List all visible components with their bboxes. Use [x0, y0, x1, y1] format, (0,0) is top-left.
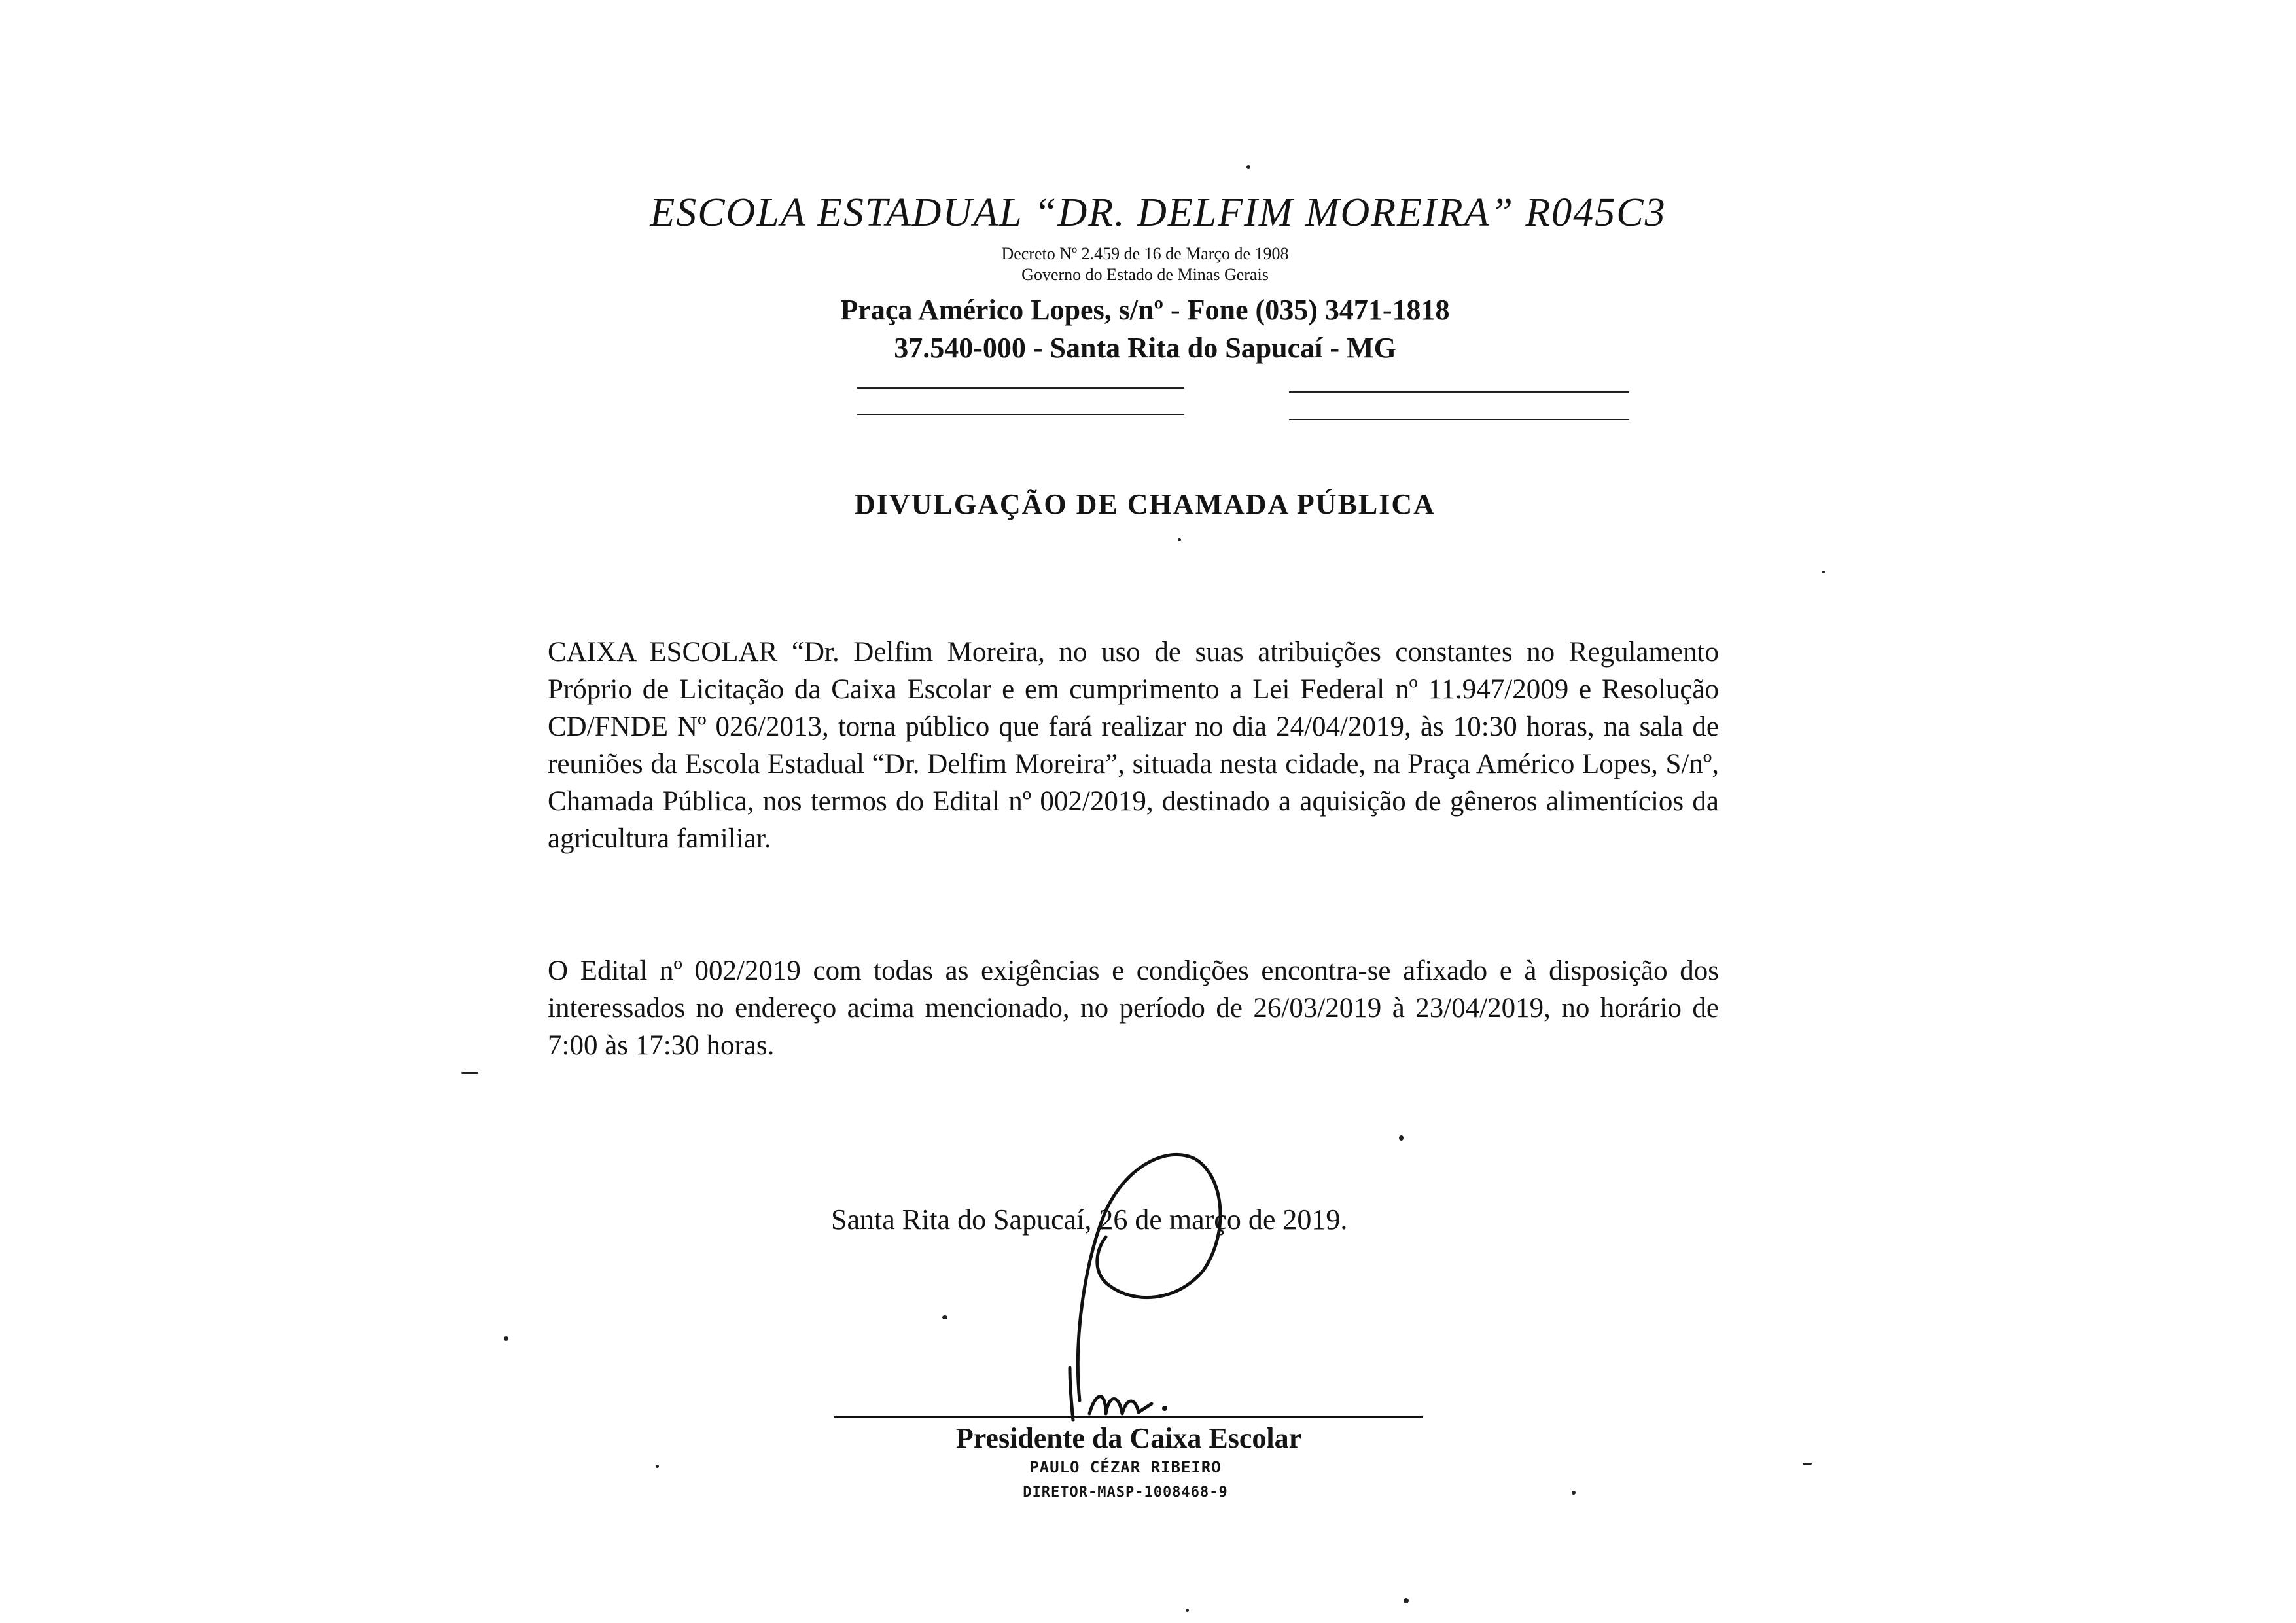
stamp-name: PAULO CÉZAR RIBEIRO: [1029, 1458, 1222, 1476]
date-place-line: Santa Rita do Sapucaí, 26 de março de 2019.: [831, 1204, 1348, 1236]
school-name-heading: ESCOLA ESTADUAL “DR. DELFIM MOREIRA” R045C3: [650, 190, 1667, 235]
scan-speck: [1399, 1135, 1404, 1141]
announcement-paragraph: CAIXA ESCOLAR “Dr. Delfim Moreira, no uso de suas atribuições constantes no Regulamento Próprio de Licitação da Caixa Escolar e em cumprimento a Lei Federal nº 11.947/2009 e Resolução CD/FNDE Nº 026/2013, torna público que fará realizar no dia 24/04/2019, às 10:30 horas, na sala de reuniões da Escola Estadual “Dr. Delfim Moreira”, situada nesta cidade, na Praça Américo Lopes, S/nº, Chamada Pública, nos termos do Edital nº 002/2019, destinado a aquisição de gêneros alimentícios da agricultura familiar.: [548, 637, 1719, 854]
decree-block: [785, 243, 1505, 285]
handwritten-signature: [1008, 1139, 1282, 1427]
stamp-registration: DIRETOR-MASP-1008468-9: [1023, 1484, 1228, 1501]
decree-line: Decreto Nº 2.459 de 16 de Março de 1908: [1001, 244, 1289, 263]
signatory-role: Presidente da Caixa Escolar: [955, 1422, 1302, 1454]
scan-speck: [504, 1336, 508, 1341]
scan-speck: [1246, 165, 1250, 169]
scan-speck: [461, 1072, 478, 1074]
scan-speck: [1178, 538, 1181, 541]
address-line-city: 37.540-000 - Santa Rita do Sapucaí - MG: [894, 332, 1396, 364]
header-rule-right-bottom: [1289, 419, 1629, 420]
scan-speck: [1404, 1598, 1409, 1603]
address-block: [654, 291, 1636, 367]
scan-speck: [1572, 1491, 1576, 1495]
scan-speck: [1186, 1609, 1189, 1612]
edital-paragraph: O Edital nº 002/2019 com todas as exigências e condições encontra-se afixado e à disposição dos interessados no endereço acima mencionado, no período de 26/03/2019 à 23/04/2019, no horário de 7:00 às 17:30 horas.: [548, 955, 1719, 1061]
scan-speck: [656, 1465, 659, 1468]
document-title: DIVULGAÇÃO DE CHAMADA PÚBLICA: [855, 488, 1436, 520]
header-rule-left-top: [857, 387, 1184, 389]
government-line: Governo do Estado de Minas Gerais: [1021, 265, 1269, 284]
scan-speck: [1803, 1463, 1812, 1465]
signature-line: [834, 1416, 1423, 1418]
header-rule-left-bottom: [857, 414, 1184, 415]
header-rule-right-top: [1289, 391, 1629, 393]
scan-speck: [942, 1315, 947, 1319]
scan-speck: [1822, 571, 1825, 573]
address-line-street: Praça Américo Lopes, s/nº - Fone (035) 3471-1818: [840, 294, 1450, 326]
